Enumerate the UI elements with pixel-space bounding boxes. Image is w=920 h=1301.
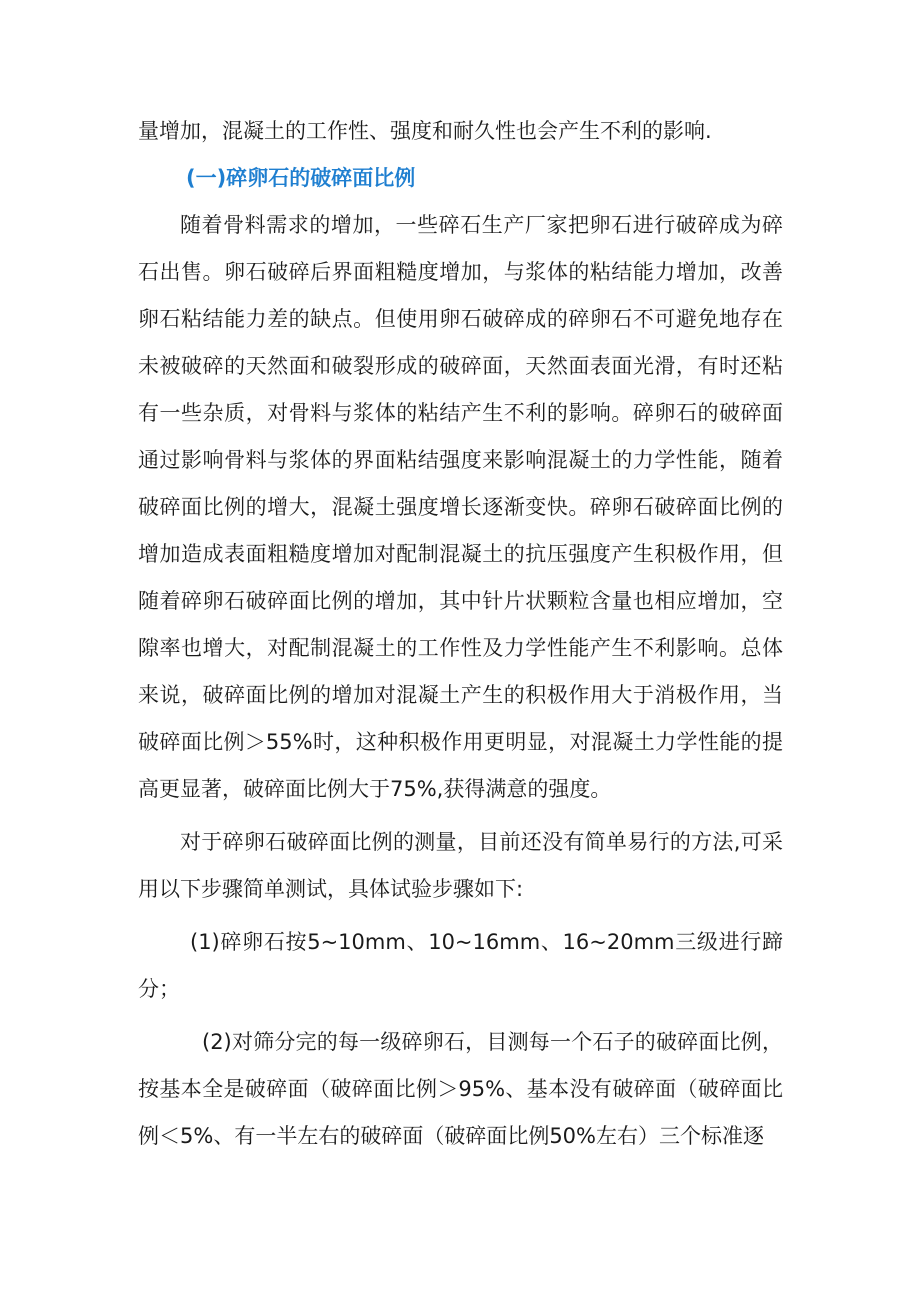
document-body [138,108,783,1160]
step-1: (1)碎卵石按5~10mm、10~16mm、16~20mm三级进行蹄分； [138,930,783,1001]
paragraph-measurement-method: 对于碎卵石破碎面比例的测量，目前还没有简单易行的方法,可采用以下步骤简单测试，具体试验步骤如下: [138,830,783,901]
step-2: (2)对筛分完的每一级碎卵石，目测每一个石子的破碎面比例，按基本全是破碎面（破碎面比例＞95%、基本没有破碎面（破碎面比例＜5%、有一半左右的破碎面（破碎面比例50%左右）三个标准逐 [138,1030,783,1148]
intro-continuation: 量增加，混凝土的工作性、强度和耐久性也会产生不利的影响. [138,119,712,143]
section-heading: (一)碎卵石的破碎面比例 [186,166,416,190]
paragraph-crushed-face-ratio: 随着骨料需求的增加，一些碎石生产厂家把卵石进行破碎成为碎石出售。卵石破碎后界面粗糙度增加，与浆体的粘结能力增加，改善卵石粘结能力差的缺点。但使用卵石破碎成的碎卵石不可避免地存在未被破碎的天然面和破裂形成的破碎面，天然面表面光滑，有时还粘有一些杂质，对骨料与浆体的粘结产生不利的影响。碎卵石的破碎面通过影响骨料与浆体的界面粘结强度来影响混凝土的力学性能，随着破碎面比例的增大，混凝土强度增长逐渐变快。碎卵石破碎面比例的增加造成表面粗糙度增加对配制混凝土的抗压强度产生积极作用，但随着碎卵石破碎面比例的增加，其中针片状颗粒含量也相应增加，空隙率也增大，对配制混凝土的工作性及力学性能产生不利影响。总体来说，破碎面比例的增加对混凝土产生的积极作用大于消极作用，当破碎面比例＞55%时，这种积极作用更明显，对混凝土力学性能的提高更显著，破碎面比例大于75%,获得满意的强度。 [138,213,783,801]
